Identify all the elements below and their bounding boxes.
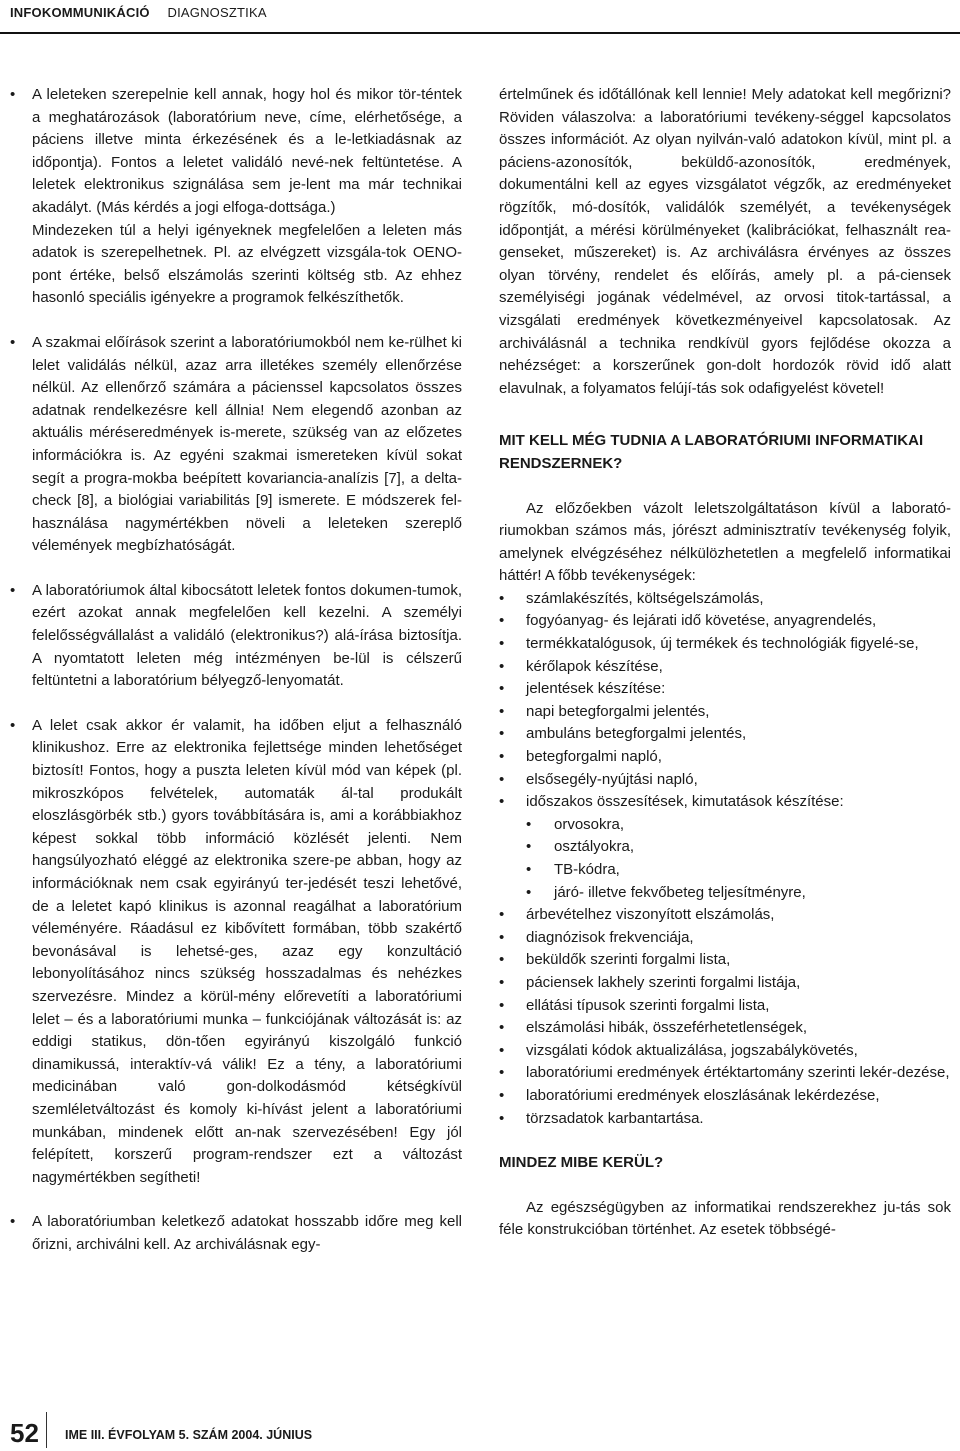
sub-list-item [499,814,951,837]
list-item-text: beküldők szerinti forgalmi lista, [526,951,731,969]
list-item-text: TB-kódra, [554,861,620,878]
list-item-text: fogyóanyag- és lejárati idő követése, anyagrendelés, [526,612,877,630]
bullet-icon: • [10,86,16,103]
bullet-icon: • [499,1086,505,1104]
list-item [499,949,951,972]
list-item [499,701,951,724]
list-item-text: elsősegély-nyújtási napló, [526,770,698,788]
list-item-text: diagnózisok frekvenciája, [526,928,694,946]
list-item [499,678,951,701]
activity-list [499,588,951,1130]
header-rule [0,32,960,34]
list-item [499,1062,951,1085]
paragraph-text: A laboratóriumok által kibocsátott leletek fontos dokumen-tumok, ezért azokat annak megfelelően kell kezelni. A személyi felelősségvállalást a validáló (elektronikus?) alá-írása biztosítja. A nyomtatott leleten még intézményen be-lül is célszerű feltüntetni a laboratórium bélyegző-lenyomatát. [32,581,462,690]
bullet-icon: • [499,1109,505,1127]
list-item-text: orvosokra, [554,815,625,833]
list-item-text: páciensek lakhely szerinti forgalmi listája, [526,973,801,991]
bullet-icon: • [499,612,505,630]
list-item-text: árbevételhez viszonyított elszámolás, [526,906,775,924]
list-item-text: kérőlapok készítése, [526,657,663,675]
list-item-text: számlakészítés, költségelszámolás, [526,589,764,607]
section-label: INFOKOMMUNIKÁCIÓ [10,5,150,20]
bullet-icon: • [499,635,505,653]
bullet-icon: • [499,1019,505,1037]
bullet-icon: • [10,581,16,599]
bullet-icon: • [499,1064,505,1082]
paragraph-text: A lelet csak akkor ér valamit, ha időben eljut a felhasználó klinikushoz. Erre az elektronika fejlettsége minden lehetőséget biztosít! Fontos, hogy a puszta leleten kívül mód van képek (pl. mikroszkópos felvételek, automaták ál-tal produkált eloszlásgörbék stb.) gyors továbbítására is, ami a korábbiakhoz képest sokkal több információ közlését jelenti. Nem hangsúlyozható eléggé az elektronika szere-pe abban, hogy az információknak nem csak egyirányú ter-jedését teszi lehetővé, de a leletet kapó klinikus is azonnal reagálhat a laboratórium véleményére. Ráadásul ez kibővített formában, több szakértő bevonásával is lehetsé-ges, azaz egy konzultáció lebonyolításához nincs szükség hosszadalmas és nehézkes szervezésre. Mindez a körül-mény előrevetíti a laboratóriumi lelet – és a laboratóriumi munka – funkciójának változását is: az eddigi statikus, dön-tően egyirányú kiszolgáló funkció dinamikussá, interaktív-vá válik! Ez a tény, a laboratóriumi medicinában való gon-dolkodásmód kétségkívül szemléletváltozást és komoly ki-hívást jelent a laboratóriumi munkában, mindenek előtt an-nak szervezésében! Egy jól felépített, korszerű program-rendszer ezt a változást nagymértékben segítheti! [32,716,462,1186]
bullet-icon: • [499,725,505,743]
bullet-icon: • [526,883,532,901]
paragraph-text: A laboratóriumban keletkező adatokat hosszabb időre meg kell őrizni, archiválni kell. Az archiválásnak egy- [32,1213,462,1253]
bullet-icon: • [499,951,505,969]
bullet-icon: • [499,657,505,675]
paragraph-text: A leleteken szerepelnie kell annak, hogy hol és mikor tör-téntek a meghatározások (laboratórium neve, címe, elérhetősége, a páciens illetve minta érkezésének és a le-letkiadásnak az időpontja). Fontos a leletet validáló nevé-nek feltüntetése. A leletek elektronikus szignálása sem je-lent ma már technikai akadályt. (Más kérdés a jogi elfoga-dottsága.) [32,86,462,216]
sub-list-item [499,859,951,882]
bullet-paragraph [10,580,462,693]
section-heading: MINDEZ MIBE KERÜL? [499,1154,664,1172]
list-item [499,995,951,1018]
list-item-text: időszakos összesítések, kimutatások készítése: [526,793,844,811]
sub-list-item [499,836,951,859]
list-item [499,1040,951,1063]
page-number: 52 [10,1418,39,1448]
bullet-icon: • [499,702,505,720]
list-item-text: osztályokra, [554,838,635,856]
bullet-paragraph [10,715,462,1189]
list-item-text: járó- illetve fekvőbeteg teljesítményre, [554,883,806,901]
list-item [499,791,951,814]
intro-paragraph: Az előzőekben vázolt leletszolgáltatáson kívül a laborató-riumokban számos más, jórészt adminisztratív tevékenység folyik, amelynek elvégzéséhez nélkülözhetetlen a megfelelő informatikai háttér! A főbb tevékenységek: [499,499,951,585]
page-footer [0,1418,960,1451]
list-item [499,656,951,679]
list-item [499,633,951,656]
bullet-icon: • [10,716,16,734]
bullet-paragraph [10,1211,462,1256]
bullet-icon: • [526,838,532,856]
bullet-icon: • [10,1213,16,1231]
list-item-text: törzsadatok karbantartása. [526,1109,704,1127]
list-item-text: napi betegforgalmi jelentés, [526,702,710,720]
journal-info: IME III. ÉVFOLYAM 5. SZÁM 2004. JÚNIUS [65,1428,313,1442]
bullet-icon: • [499,996,505,1014]
list-item [499,1017,951,1040]
paragraph-text: Mindezeken túl a helyi igényeknek megfelelően a leleten más adatok is szerepelhetnek. Pl. az elvégzett vizsgála-tok OENO-pont értéke, belső elszámolás szerinti költség stb. Az ehhez hasonló speciális igényekre a programok felkészíthetők. [32,221,462,307]
paragraph-text: A szakmai előírások szerint a laboratóriumokból nem ke-rülhet ki lelet validálás nélkül, azaz arra illetékes személy ellenőrzése nélkül. Az ellenőrző számára a pácienssel kapcsolatos összes adatnak rendelkezésre kell állnia! Nem elegendő azonban az aktuális méréseredmények is-merete, szükség van az előzetes információkra is. Az egyéni szakmai ismereteken kívül sokat segít a progra-mokba beépített kovariancia-analízis [7], a delta-check [8], a biológiai variabilitás [9] ismerete. E módszerek fel-használása nagymértékben növeli a leleteken szereplő vélemények megbízhatóságát. [32,333,462,555]
bullet-paragraph [10,332,462,558]
bullet-icon: • [499,928,505,946]
bullet-icon: • [526,861,532,878]
list-item [499,904,951,927]
outro-paragraph: Az egészségügyben az informatikai rendszerekhez ju-tás sok féle konstrukcióban történhet. Az esetek többségé- [499,1198,951,1239]
list-item [499,1085,951,1108]
bullet-icon: • [499,1041,505,1059]
left-column [10,84,462,1279]
list-item-text: elszámolási hibák, összeférhetetlenségek, [526,1019,807,1037]
list-item-text: betegforgalmi napló, [526,748,662,766]
bullet-icon: • [499,748,505,766]
bullet-icon: • [499,680,505,698]
sub-list-item [499,882,951,905]
bullet-icon: • [526,815,532,833]
list-item [499,723,951,746]
running-header [10,5,267,20]
list-item [499,746,951,769]
list-item-text: laboratóriumi eredmények eloszlásának lekérdezése, [526,1086,880,1104]
bullet-icon: • [499,589,505,607]
list-item [499,769,951,792]
right-column [499,84,951,1264]
bullet-icon: • [499,793,505,811]
list-item-text: jelentések készítése: [526,680,666,698]
list-item-text: termékkatalógusok, új termékek és technológiák figyelé-se, [526,635,919,653]
subsection-label: DIAGNOSZTIKA [167,5,267,20]
list-item-text: ambuláns betegforgalmi jelentés, [526,725,747,743]
list-item-text: ellátási típusok szerinti forgalmi lista, [526,996,770,1014]
bullet-icon: • [499,906,505,924]
bullet-icon: • [499,973,505,991]
section-heading: MIT KELL MÉG TUDNIA A LABORATÓRIUMI INFORMATIKAI RENDSZERNEK? [499,432,924,472]
footer-divider [46,1412,47,1448]
list-item [499,927,951,950]
bullet-icon: • [499,770,505,788]
list-item [499,972,951,995]
list-item [499,610,951,633]
list-item-text: vizsgálati kódok aktualizálása, jogszabálykövetés, [526,1041,858,1059]
bullet-icon: • [10,333,16,351]
continued-paragraph: értelműnek és időtállónak kell lennie! Mely adatokat kell megőrizni? Röviden válaszolva: a laboratóriumi tevékeny-séggel kapcsolatos összes információt. Az olyan nyilván-való adatokon kívül, mint pl. a páciens-azonosítók, beküldő-azonosítók, eredmények, dokumentálni kell az egyes vizsgálatot végzők, az eredményeket rögzítők, mó-dosítók, validálók személyét, a tevékenységek időpontját, a mérési körülményeket (kalibrációkat, felhasznált rea-genseket, műszereket) is. Az archiválásra érvényes az összes olyan törvény, rendelet és előírás, amely pl. a pá-ciensek személyiségi jogának védelmével, az orvosi titok-tartással, a vizsgálati eredmények következményeivel kapcsolatosak. Az archiválásnál a technika rendkívül gyors fejlődése okozza a nehézséget: a korszerűnek gon-dolt hordozók rövid idő alatt elavulnak, a folyamatos felújí-tás sok odafigyelést követel! [499,86,951,397]
list-item [499,1108,951,1131]
list-item-text: laboratóriumi eredmények értéktartomány szerinti lekér-dezése, [526,1064,950,1082]
list-item [499,588,951,611]
bullet-paragraph [10,84,462,310]
